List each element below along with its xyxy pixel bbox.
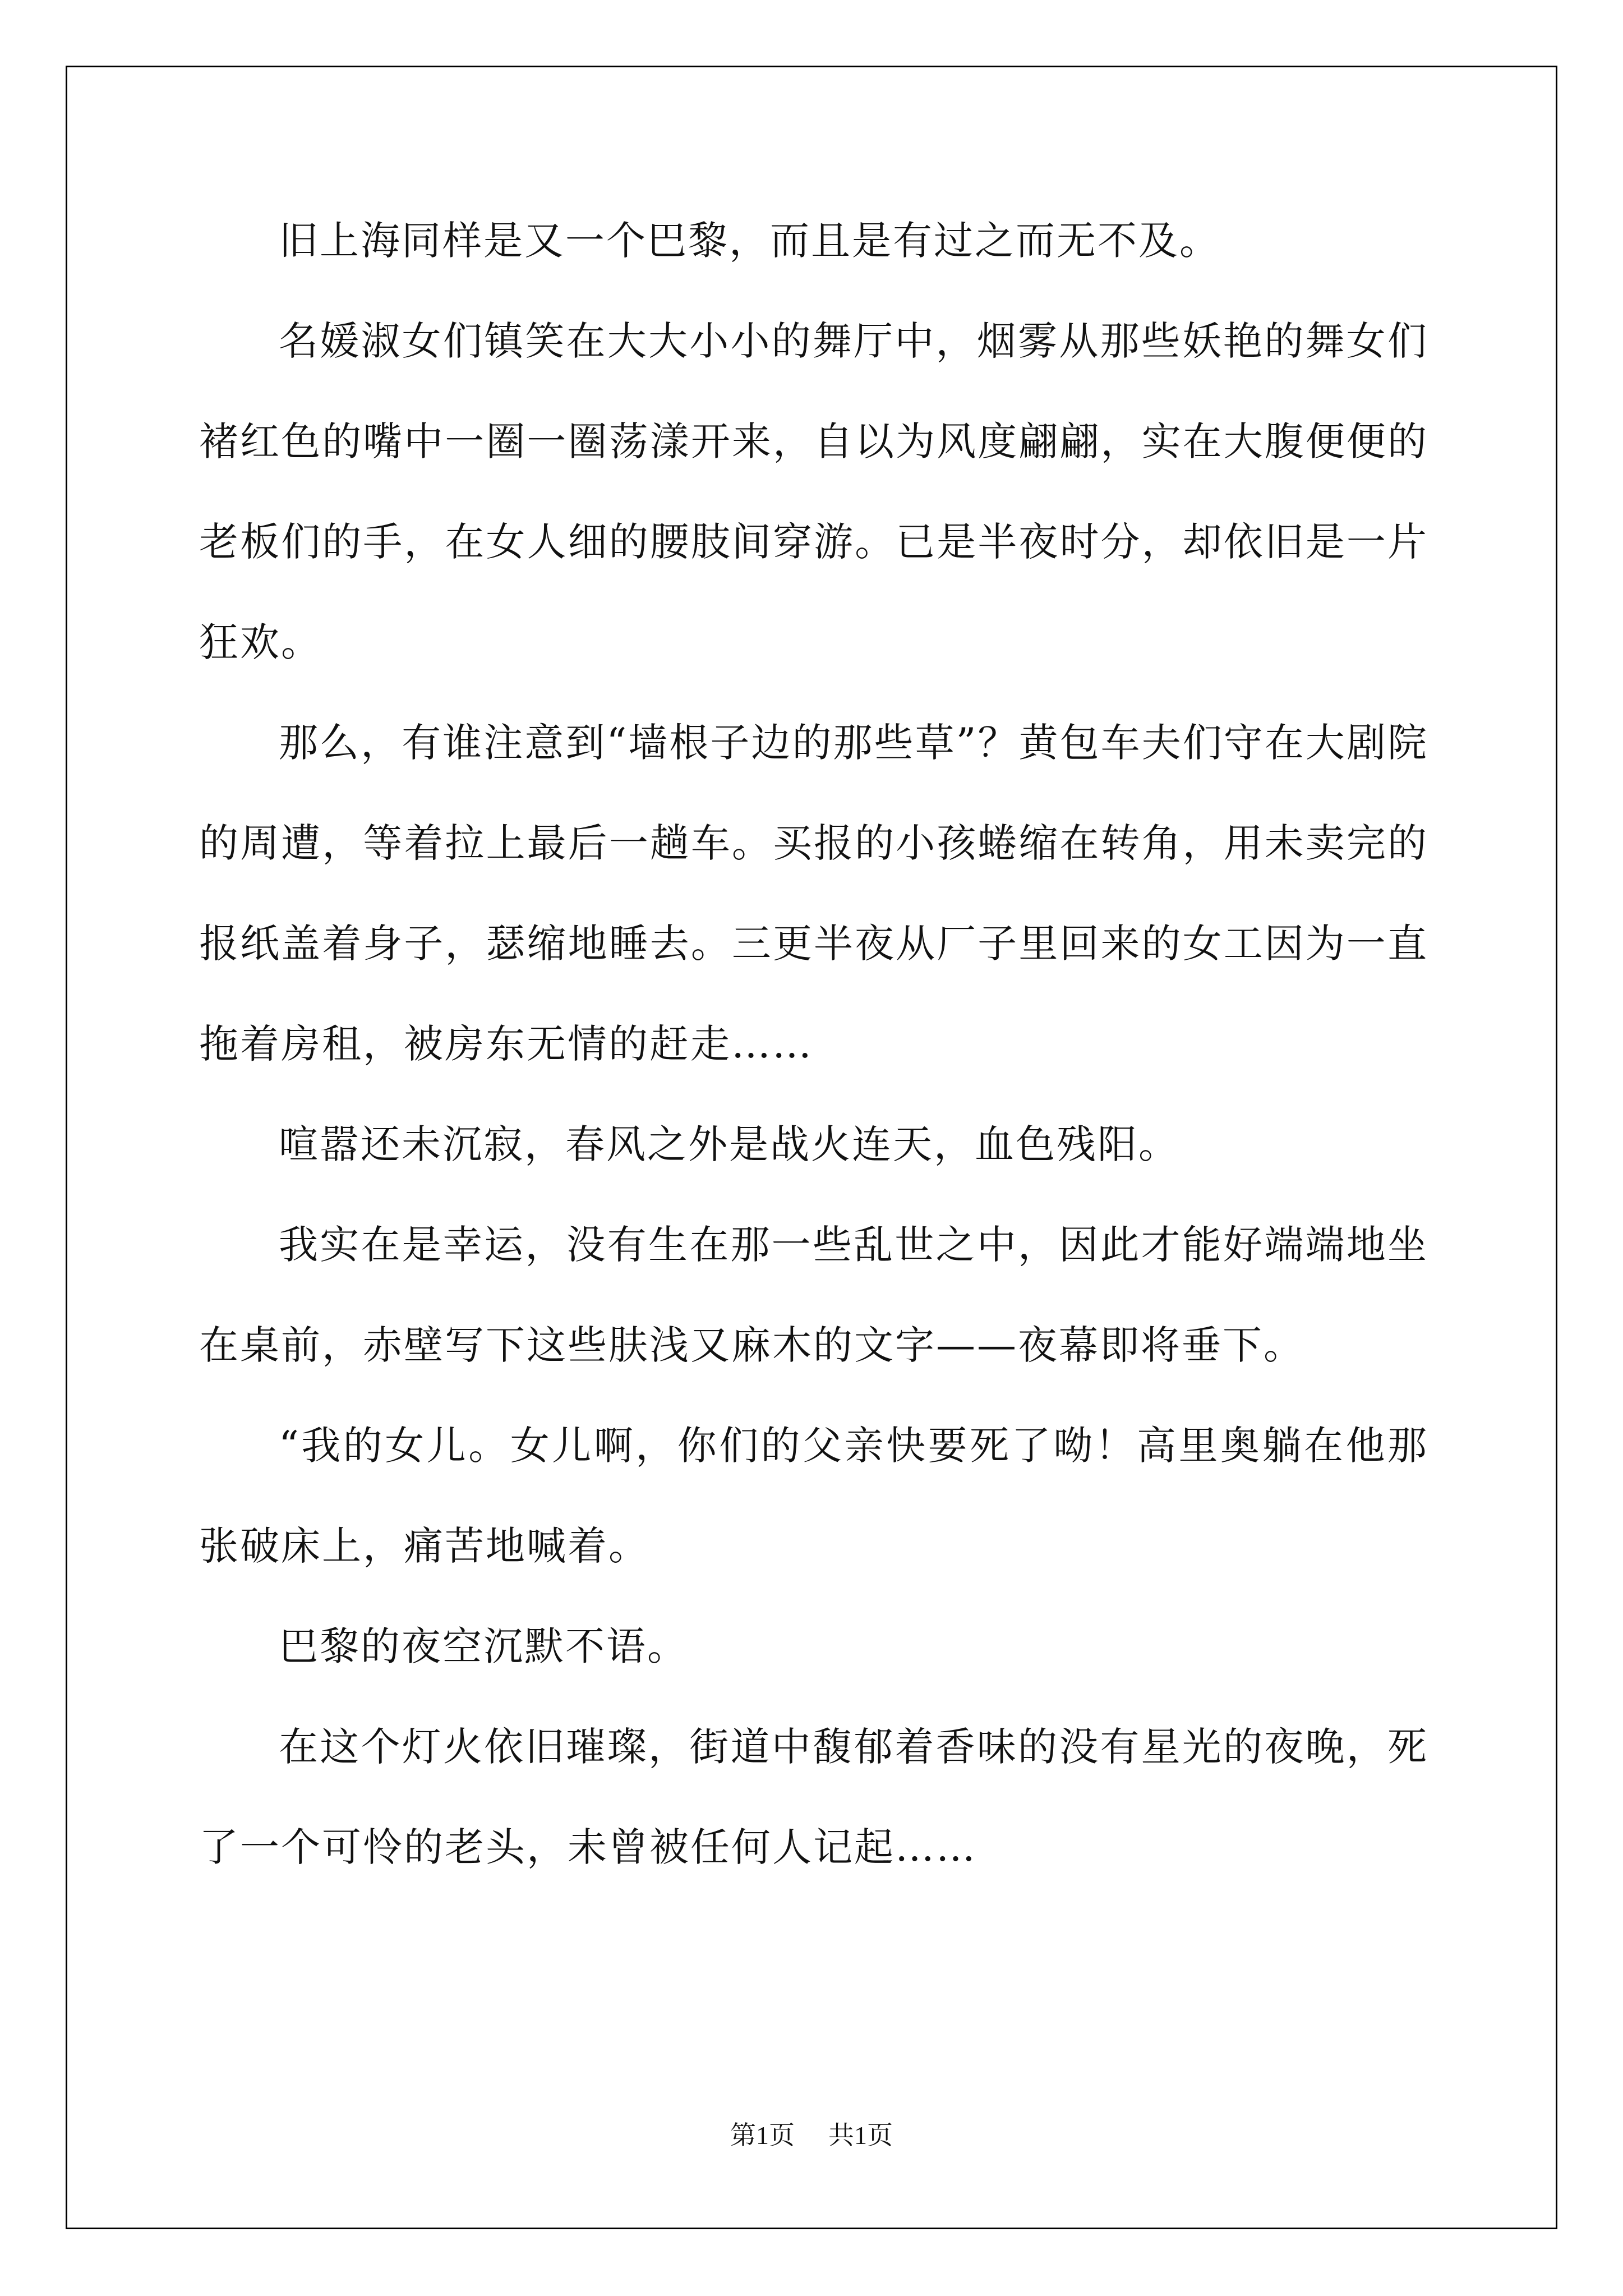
paragraph: 我实在是幸运，没有生在那一些乱世之中，因此才能好端端地坐在桌前，赤壁写下这些肤浅又麻木的文字——夜幕即将垂下。 xyxy=(199,1222,1428,1368)
paragraph: 在这个灯火依旧璀璨，街道中馥郁着香味的没有星光的夜晚，死了一个可怜的老头，未曾被任何人记起…… xyxy=(199,1724,1428,1870)
paragraph: 喧嚣还未沉寂，春风之外是战火连天，血色残阳。 xyxy=(279,1121,1179,1167)
page-total: 共1页 xyxy=(828,2121,893,2150)
document-body xyxy=(199,191,1428,1898)
paragraph: 那么，有谁注意到“墙根子边的那些草”？黄包车夫们守在大剧院的周遭，等着拉上最后一趟车。买报的小孩蜷缩在转角，用未卖完的报纸盖着身子，瑟缩地睡去。三更半夜从厂子里回来的女工因为一直拖着房租，被房东无情的赶走…… xyxy=(199,720,1428,1067)
page-number: 第1页 xyxy=(730,2121,795,2150)
paragraph: 名媛淑女们镇笑在大大小小的舞厅中，烟雾从那些妖艳的舞女们褚红色的嘴中一圈一圈荡漾开来，自以为风度翩翩，实在大腹便便的老板们的手，在女人细的腰肢间穿游。已是半夜时分，却依旧是一片狂欢。 xyxy=(199,318,1428,665)
paragraph: 旧上海同样是又一个巴黎，而且是有过之而无不及。 xyxy=(279,218,1220,264)
paragraph: 巴黎的夜空沉默不语。 xyxy=(279,1623,688,1669)
paragraph: “我的女儿。女儿啊，你们的父亲快要死了呦！高里奥躺在他那张破床上，痛苦地喊着。 xyxy=(199,1423,1428,1569)
page-footer xyxy=(0,2115,1623,2152)
